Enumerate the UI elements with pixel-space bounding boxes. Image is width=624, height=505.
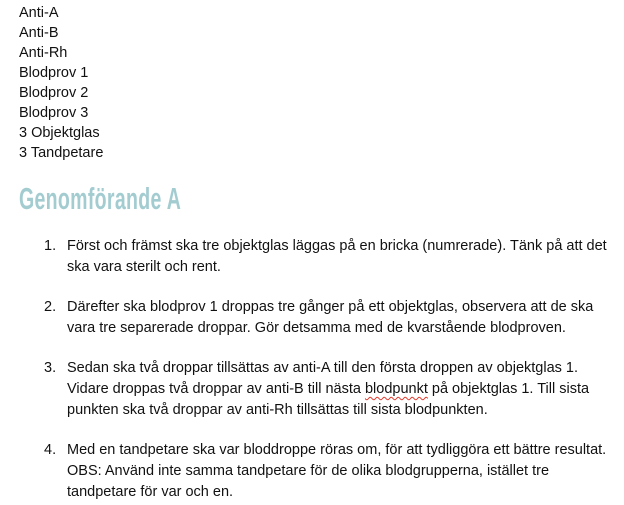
step-item — [44, 297, 619, 339]
materials-list — [19, 3, 103, 163]
step-text: Först och främst ska tre objektglas läggas på en bricka (numrerade). Tänk på att det ska vara sterilt och rent. — [67, 238, 607, 275]
step-number: 2. — [44, 299, 57, 315]
section-heading — [19, 181, 276, 217]
list-item: Anti-A — [19, 5, 59, 21]
step-text-segment: Sedan ska två droppar tillsättas av anti-A till den första droppen av objektglas 1. Vidare droppas två droppar av anti-B till nästa — [67, 360, 579, 397]
step-number: 4. — [44, 442, 57, 458]
step-number: 1. — [44, 238, 57, 254]
list-item: Blodprov 3 — [19, 105, 89, 121]
section-heading-text: Genomförande A — [19, 181, 182, 216]
list-item: Anti-Rh — [19, 45, 68, 61]
step-item — [44, 358, 619, 421]
list-item: 3 Objektglas — [19, 125, 100, 141]
list-item: Blodprov 1 — [19, 65, 89, 81]
step-item — [44, 236, 619, 278]
step-text — [67, 358, 619, 421]
step-text-segment: på objektglas 1. Till sista punkten ska två droppar av anti-Rh tillsättas till sista blodpunkten. — [67, 381, 590, 418]
list-item: Anti-B — [19, 25, 59, 41]
list-item: Blodprov 2 — [19, 85, 89, 101]
steps-list — [44, 236, 619, 505]
step-number: 3. — [44, 360, 57, 376]
step-text: Därefter ska blodprov 1 droppas tre gånger på ett objektglas, observera att de ska vara tre separerade droppar. Gör detsamma med de kvarstående blodproven. — [67, 299, 594, 336]
step-item — [44, 440, 619, 503]
list-item: 3 Tandpetare — [19, 145, 104, 161]
step-text: Med en tandpetare ska var bloddroppe röras om, för att tydliggöra ett bättre resultat. OBS: Använd inte samma tandpetare för de olika blodgrupperna, istället tre tandpetare för var och en. — [67, 442, 607, 500]
misspelled-word[interactable]: blodpunkt — [364, 381, 428, 397]
